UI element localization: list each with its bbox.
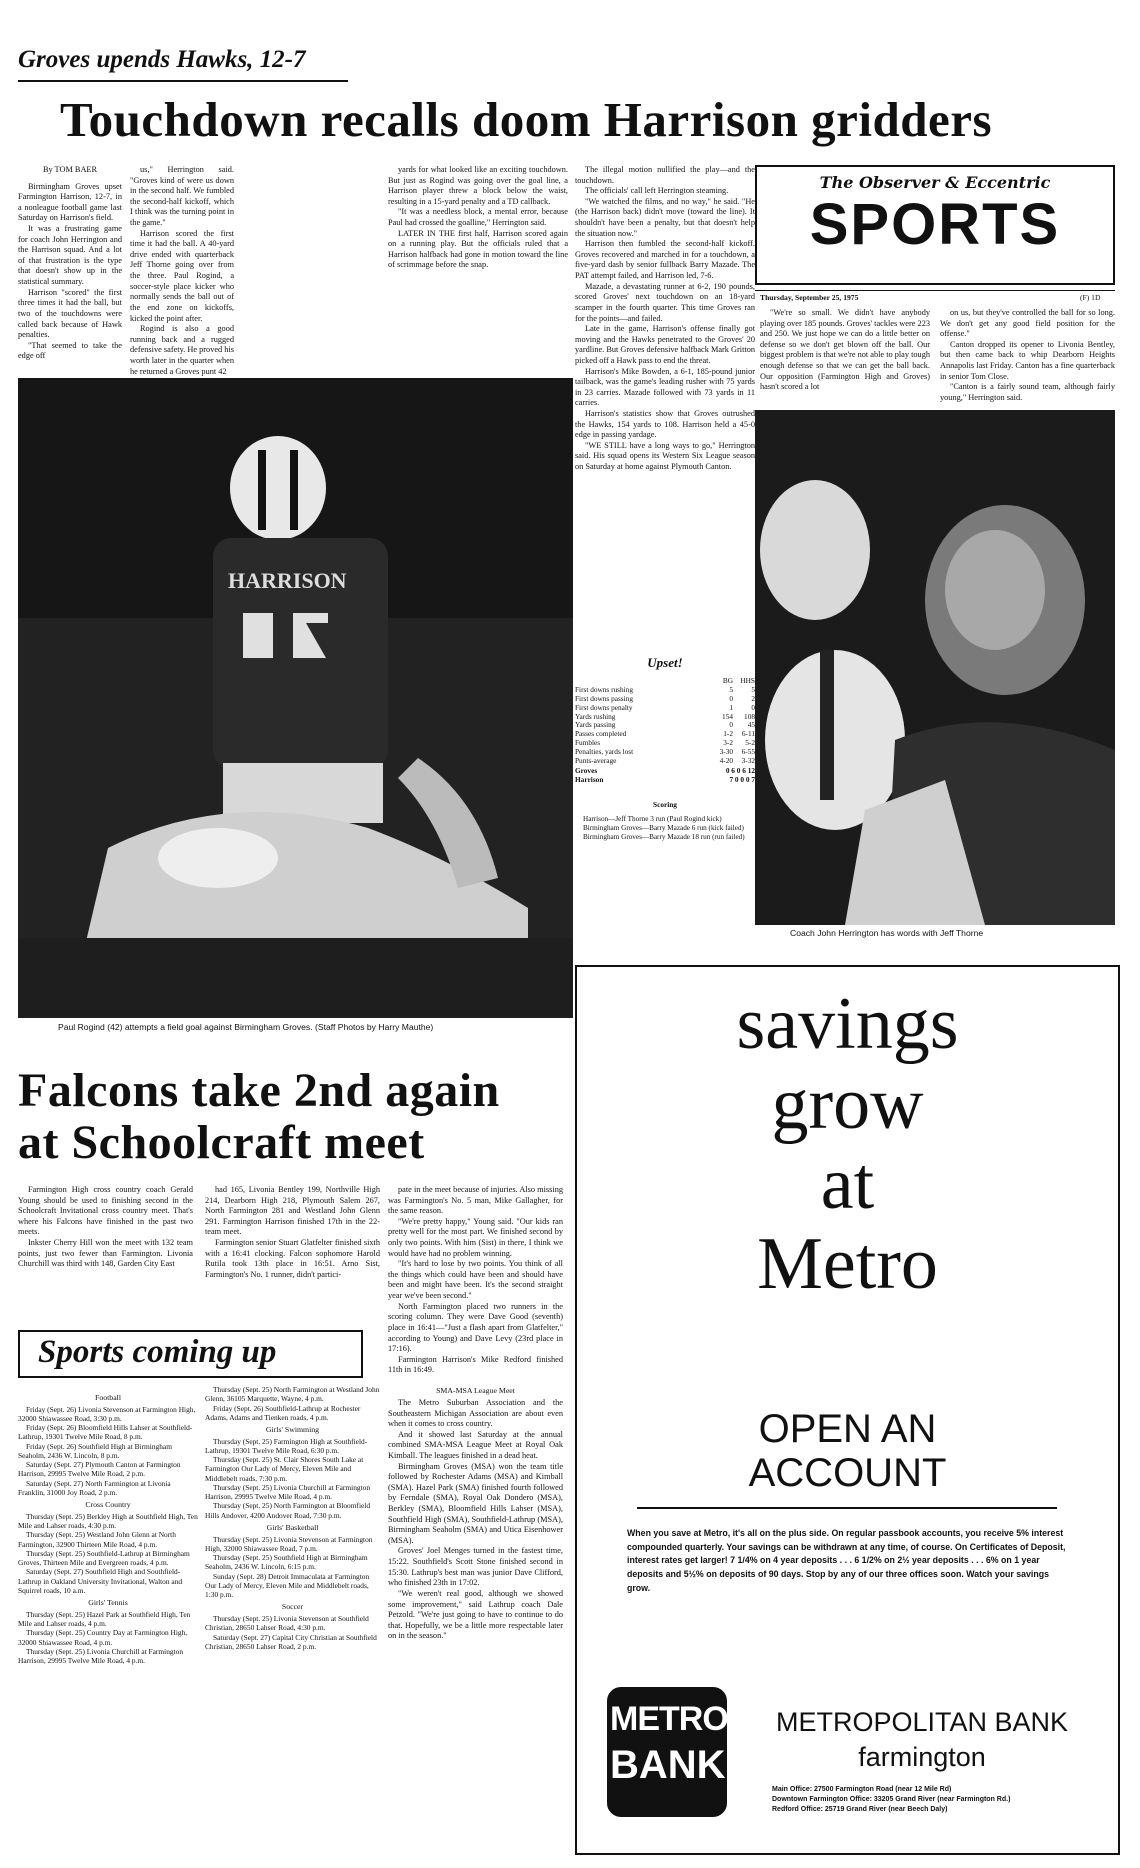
byline: By TOM BAER bbox=[42, 165, 98, 174]
paragraph: North Farmington placed two runners in the scoring column. They were Dave Good (seventh) place in 16:41—"Just a flash apart from Glatfelter," according to Young) and Dave Levy (23rd place in 17:16). bbox=[388, 1301, 563, 1354]
masthead-rule bbox=[755, 290, 1115, 291]
stats-value: 5 bbox=[751, 684, 755, 694]
story-column-4 bbox=[575, 165, 755, 655]
schedule-column-2 bbox=[205, 1385, 380, 1855]
stats-label: First downs passing bbox=[575, 693, 633, 703]
story-column-3 bbox=[388, 165, 568, 380]
paragraph: Birmingham Groves upset Farmington Harrison, 12-7, in a nonleague football game last Saturday on Harrison's field. bbox=[18, 181, 122, 223]
paragraph: had 165, Livonia Bentley 199, Northville High 214, Dearborn High 218, Plymouth Salem 267, North Farmington 281 and Westland John Glenn 291. Farmington Harrison finished 17th in the 22-team meet. bbox=[205, 1185, 380, 1237]
office-address: Redford Office: 25719 Grand River (near Beech Daly) bbox=[772, 1806, 948, 1814]
falcons-column-2 bbox=[205, 1185, 380, 1325]
stats-label: Penalties, yards lost bbox=[575, 747, 634, 757]
stats-table bbox=[575, 677, 755, 766]
paragraph: yards for what looked like an exciting touchdown. But just as Rogind was going over the goal line, a Harrison player threw a block below the waist, resulting in a 15-yard penalty and a TD callback. bbox=[388, 165, 568, 206]
stats-value: 0 bbox=[751, 702, 755, 712]
stats-label: First downs penalty bbox=[575, 702, 633, 712]
ad-slogan-line: savings bbox=[736, 983, 959, 1065]
paragraph: "We weren't real good, although we showed some improvement," said Lathrup coach Dale Petzold. "We're just going to have to continue to do that. Hopefully, we be a little more respectable later on in the season." bbox=[388, 1588, 563, 1641]
paper-name: The Observer & Eccentric bbox=[819, 173, 1051, 192]
paragraph: Harrison's Mike Bowden, a 6-1, 185-pound junior tailback, was the game's leading rusher with 75 yards in 23 carries. Mazade followed with 73 yards in 11 carries. bbox=[575, 366, 755, 408]
schedule-section-title: Cross Country bbox=[85, 1500, 131, 1510]
schedule-item: Thursday (Sept. 25) Southfield-Lathrup at Birmingham Groves, Thirteen Mile and Evergreen roads, 4 p.m. bbox=[18, 1548, 190, 1568]
schedule-item: Saturday (Sept. 27) Capital City Christian at Southfield Christian, 28650 Lahser Road, 2 p.m. bbox=[205, 1632, 377, 1651]
schedule-item: Thursday (Sept. 25) Hazel Park at Southfield High, Ten Mile and Lahser roads, 4 p.m. bbox=[18, 1609, 191, 1629]
ad-rule bbox=[637, 1507, 1057, 1509]
stats-col-a: BG bbox=[722, 676, 733, 685]
sma-title: SMA-MSA League Meet bbox=[436, 1385, 515, 1395]
paragraph: Groves' Joel Menges turned in the fastest time, 15:22. Southfield's Scott Stone finished second in 15:30. Lathrup's best man was junior Dave Clifford, who finished 23th in 17:02. bbox=[388, 1546, 563, 1588]
schedule-item: Saturday (Sept. 27) North Farmington at Livonia Franklin, 31000 Joy Road, 2 p.m. bbox=[18, 1478, 171, 1497]
paragraph: "It was a needless block, a mental error, because Paul had crossed the goalline," Herrington said. bbox=[388, 207, 568, 228]
ad-slogan bbox=[577, 985, 1118, 1305]
stats-value: 6-55 bbox=[741, 747, 755, 757]
cta-line: OPEN AN bbox=[758, 1407, 937, 1451]
paragraph: The illegal motion nullified the play—and the touchdown. bbox=[575, 165, 755, 185]
paragraph: Late in the game, Harrison's offense finally got moving and the Hawks penetrated to the Groves' 20 yardline. But Groves defensive halfback Mark Gritton picked off a Hawk pass to end the threat. bbox=[575, 324, 755, 365]
sports-masthead bbox=[755, 165, 1115, 285]
paragraph: Inkster Cherry Hill won the meet with 132 team points, just two fewer than Farmington. Livonia Churchill was third with 148, Garden City East bbox=[18, 1238, 193, 1269]
stats-value: 4-20 bbox=[719, 756, 733, 766]
paragraph: Harrison "scored" the first three times it had the ball, but two of the touchdowns were called back because of Hawk penalties. bbox=[18, 287, 122, 340]
team-label: Harrison bbox=[575, 774, 604, 784]
paragraph: The Metro Suburban Association and the Southeastern Michigan Association are about even when it comes to cross country. bbox=[388, 1397, 563, 1429]
stats-value: 2 bbox=[751, 693, 755, 703]
schedule-item: Friday (Sept. 26) Bloomfield Hills Lahser at Southfield-Lathrup, 19301 Twelve Mile Road, 8 p.m. bbox=[18, 1423, 193, 1442]
paragraph: Mazade, a devastating runner at 6-2, 190 pounds, scored Groves' next touchdown on an 18-yard scamper in the fourth quarter. This time Groves ran for the points—and failed. bbox=[575, 281, 755, 323]
field-goal-photo bbox=[18, 378, 573, 1018]
paragraph: us," Herrington said. "Groves kind of were us down in the second half. We fumbled the second-half kickoff, which I think was the turning point in the game." bbox=[130, 165, 234, 228]
schedule-section-title: Girls' Tennis bbox=[88, 1598, 128, 1608]
stats-value: 0 bbox=[729, 693, 733, 703]
paragraph: Birmingham Groves (MSA) won the team title followed by Rochester Adams (MSA) and Kimball (SMA). Hazel Park (SMA) finished fourth followed by Ferndale (SMA), Royal Oak Dondero (MSA), Berkley (SMA), Bloomfield Hills Lahser (MSA), Southfield High (SMA), Southfield-Lathrup (MSA), Birmingham Seaholm (SMA) and Utica Eisenhower (MSA). bbox=[388, 1461, 563, 1545]
falcons-column-1 bbox=[18, 1185, 193, 1325]
schedule-column-1 bbox=[18, 1390, 198, 1855]
stats-value: 45 bbox=[747, 720, 755, 730]
stats-title: Upset! bbox=[647, 655, 683, 670]
stats-label: Yards rushing bbox=[575, 711, 616, 721]
office-address: Downtown Farmington Office: 33205 Grand River (near Farmington Rd.) bbox=[772, 1796, 1011, 1804]
score-by-quarter: 7 0 0 0 7 bbox=[729, 774, 755, 784]
story-column-1 bbox=[18, 165, 122, 380]
schedule-item: Thursday (Sept. 25) Livonia Churchill at Farmington Harrison, 29995 Twelve Mile Road, 4 p.m. bbox=[18, 1646, 184, 1666]
open-account-cta bbox=[577, 1407, 1118, 1495]
schedule-item: Thursday (Sept. 25) Livonia Churchill at Farmington Harrison, 29995 Twelve Mile Road, 4 p.m. bbox=[205, 1482, 371, 1502]
schedule-item: Friday (Sept. 26) Southfield-Lathrup at Rochester Adams, Adams and Tienken roads, 4 p.m. bbox=[205, 1403, 361, 1422]
stats-value: 5 bbox=[729, 684, 733, 694]
story-column-6 bbox=[940, 308, 1115, 408]
ad-slogan-line: Metro bbox=[757, 1222, 938, 1305]
section-title: SPORTS bbox=[809, 192, 1061, 257]
paragraph: Rogind is also a good running back and a rugged defensive safety. He proved his worth later in the quarter when he returned a Groves punt 42 bbox=[130, 324, 234, 376]
story-column-2 bbox=[130, 165, 234, 380]
scoring-play: Birmingham Groves—Barry Mazade 18 run (run failed) bbox=[583, 832, 745, 841]
bank-city: farmington bbox=[858, 1742, 986, 1772]
coach-photo bbox=[755, 410, 1115, 925]
page-number: (F) 1D bbox=[1080, 293, 1101, 302]
stats-row bbox=[575, 757, 755, 766]
paragraph: Harrison's statistics show that Groves outrushed the Hawks, 154 yards to 108. Harrison held a 45-0 edge in passing yardage. bbox=[575, 409, 755, 440]
schedule-item: Thursday (Sept. 25) Berkley High at Southfield High, Ten Mile and Lahser roads, 4:30 p.m. bbox=[18, 1511, 198, 1531]
field-goal-caption: Paul Rogind (42) attempts a field goal against Birmingham Groves. (Staff Photos by Harry Mauthe) bbox=[58, 1022, 434, 1032]
paragraph: on us, but they've controlled the ball for so long. We don't get any good field position for the offense." bbox=[940, 308, 1115, 339]
paragraph: "It's hard to lose by two points. You think of all the things which could have been and should have been and might have been. It's the second straight year we've been second." bbox=[388, 1259, 563, 1301]
schedule-item: Saturday (Sept. 27) Plymouth Canton at Farmington Harrison, 29995 Twelve Mile Road, 2 p.m. bbox=[18, 1460, 181, 1479]
stats-label: Punts-average bbox=[575, 756, 617, 766]
stats-value: 3-32 bbox=[741, 756, 755, 766]
stats-value: 1 bbox=[729, 702, 733, 712]
paragraph: Farmington Harrison's Mike Redford finished 11th in 16:49. bbox=[388, 1354, 563, 1375]
paragraph: "WE STILL have a long ways to go," Herrington said. His squad opens its Western Six League season on Saturday at home against Plymouth Canton. bbox=[575, 440, 755, 472]
coach-caption: Coach John Herrington has words with Jeff Thorne bbox=[790, 928, 984, 938]
paragraph: Harrison scored the first time it had the ball. A 40-yard drive ended with quarterback Jeff Thorne going over from the three. Paul Rogind, a soccer-style place kicker who normally sends the ball out of the end zone on kickoffs, kicked the point after. bbox=[130, 228, 234, 323]
team-label: Groves bbox=[575, 765, 598, 775]
scoring-play: Birmingham Groves—Barry Mazade 6 run (kick failed) bbox=[583, 823, 744, 832]
paragraph: Farmington senior Stuart Glatfelter finished sixth with a 16:41 clocking. Falcon sophomore Harold Rutila took 13th place in 16:51. Arno Sist, Farmington's No. 1 runner, didn't partici- bbox=[205, 1238, 380, 1279]
sports-coming-up-title: Sports coming up bbox=[18, 1330, 363, 1378]
main-headline: Touchdown recalls doom Harrison gridders bbox=[60, 92, 993, 147]
paragraph: The officials' call left Herrington steaming. bbox=[585, 186, 729, 196]
paragraph: "We're so small. We didn't have anybody playing over 185 pounds. Groves' tackles were 223 and 250. We just hope we can do a little better on defense so we don't get blown off the ball. Our biggest problem is that we're not able to play tough enough defense so that we can get the ball back. Our opposition (Farmington High and Groves) hasn't scored a lot bbox=[760, 308, 930, 392]
stats-box bbox=[575, 655, 755, 955]
paragraph: Farmington High cross country coach Gerald Young should be used to finishing second in the Schoolcraft Invitational cross country meet. That's where his Falcons have finished in the past two meets. bbox=[18, 1185, 193, 1237]
paragraph: LATER IN THE first half, Harrison scored again on a running play. But the officials ruled that a Harrison halfback had gone in motion toward the line of scrimmage before the snap. bbox=[388, 228, 568, 270]
schedule-item: Thursday (Sept. 25) North Farmington at Westland John Glenn, 36105 Marquette, Wayne, 4 p.m. bbox=[205, 1385, 380, 1404]
jersey-lettering: HARRISON bbox=[228, 568, 347, 593]
ad-slogan-line: grow bbox=[771, 1062, 924, 1145]
stats-value: 5-2 bbox=[745, 738, 755, 748]
schedule-item: Thursday (Sept. 25) North Farmington at Bloomfield Hills Andover, 4200 Andover Road, 7:30 p.m. bbox=[205, 1501, 371, 1520]
stats-value: 3-30 bbox=[719, 747, 733, 757]
stats-value: 0 bbox=[729, 720, 733, 730]
field-goal-image bbox=[18, 378, 573, 1018]
schedule-item: Thursday (Sept. 25) Country Day at Farmington High, 32000 Shiawassee Road, 4 p.m. bbox=[18, 1628, 188, 1647]
stats-label: First downs rushing bbox=[575, 684, 633, 694]
stats-label: Fumbles bbox=[575, 738, 601, 748]
schedule-item: Saturday (Sept. 27) Southfield High and Southfield-Lathrup in Oakland University Invitational, Walton and Squirrel roads, 10 a.m. bbox=[18, 1567, 183, 1595]
schedule-item: Friday (Sept. 26) Southfield High at Birmingham Seaholm, 2436 W. Lincoln, 8 p.m. bbox=[18, 1441, 172, 1460]
paragraph: "That seemed to take the edge off bbox=[18, 340, 122, 361]
stats-label: Passes completed bbox=[575, 729, 627, 739]
schedule-item: Thursday (Sept. 25) Southfield High at Birmingham Seaholm, 2436 W. Lincoln, 6:15 p.m. bbox=[205, 1553, 368, 1572]
falcons-column-3 bbox=[388, 1185, 563, 1855]
stats-label: Yards passing bbox=[575, 720, 616, 730]
schedule-section-title: Soccer bbox=[281, 1602, 304, 1612]
schedule-item: Thursday (Sept. 25) Livonia Stevenson at Southfield Christian, 28650 Lahser Road, 4:30 p.m. bbox=[205, 1614, 369, 1633]
paragraph: Canton dropped its opener to Livonia Bentley, but then came back to whip Dearborn Heights Annapolis last Friday. Canton has a fine quarterback in senior Tom Close. bbox=[940, 339, 1115, 381]
paragraph: "Canton is a fairly sound team, although fairly young," Herrington said. bbox=[940, 382, 1115, 402]
bank-offices bbox=[772, 1785, 1112, 1815]
schedule-item: Friday (Sept. 26) Livonia Stevenson at Farmington High, 32000 Shiawassee Road, 3:30 p.m. bbox=[18, 1404, 196, 1423]
issue-date: Thursday, September 25, 1975 bbox=[760, 293, 859, 302]
schedule-section-title: Girls' Swimming bbox=[265, 1425, 320, 1434]
coach-image bbox=[755, 410, 1115, 925]
stats-col-b: HHS bbox=[740, 676, 755, 685]
paragraph: pate in the meet because of injuries. Also missing was Farmington's No. 5 man, Mike Gallagher, for the same reason. bbox=[388, 1185, 563, 1216]
paragraph: Harrison then fumbled the second-half kickoff. Groves recovered and marched in for a touchdown, a five-yard dash by senior fullback Barry Mazade. The PAT attempt failed, and Harrison led, 7-6. bbox=[575, 239, 755, 281]
schedule-item: Thursday (Sept. 25) Livonia Stevenson at Farmington High, 32000 Shiawassee Road, 7 p.m. bbox=[205, 1534, 373, 1553]
schedule-section-title: Girls' Basketball bbox=[266, 1522, 319, 1532]
harrison-line bbox=[575, 775, 755, 784]
scoring-list bbox=[575, 815, 755, 842]
metro-bank-logo bbox=[607, 1687, 727, 1817]
bank-name: METROPOLITAN BANK bbox=[775, 1707, 1069, 1737]
ad-slogan-line: at bbox=[820, 1142, 875, 1225]
stats-value: 6-11 bbox=[741, 729, 755, 739]
paragraph: "We watched the films, and no way," he said. "He (the Harrison back) didn't move (toward the line). It shouldn't have been a penalty, but that doesn't help the situation now." bbox=[575, 196, 755, 238]
office-address: Main Office: 27500 Farmington Road (near 12 Mile Rd) bbox=[772, 1786, 952, 1793]
scoring-title: Scoring bbox=[653, 799, 677, 809]
paragraph: It was a frustrating game for coach John Herrington and the Harrison squad. And a lot of that frustration is the type that doesn't show up in the statistical summary. bbox=[18, 224, 122, 287]
metro-bank-ad bbox=[575, 965, 1120, 1855]
logo-text: METRO bbox=[610, 1700, 728, 1738]
kicker: Groves upends Hawks, 12-7 bbox=[18, 46, 306, 73]
logo-text: BANK bbox=[610, 1743, 726, 1787]
paragraph: And it showed last Saturday at the annual combined SMA-MSA League Meet at Royal Oak Kimball. The leagues finished in a dead heat. bbox=[388, 1429, 563, 1460]
falcons-headline bbox=[18, 1065, 578, 1169]
kicker-rule bbox=[18, 80, 348, 82]
schedule-item: Sunday (Sept. 28) Detroit Immaculata at Farmington Our Lady of Mercy, Eleven Mile and Middlebelt roads, 1:30 p.m. bbox=[205, 1571, 370, 1600]
falcons-headline-line: at Schoolcraft meet bbox=[18, 1115, 425, 1169]
stats-value: 1-2 bbox=[723, 729, 733, 739]
stats-value: 3-2 bbox=[723, 738, 733, 748]
schedule-item: Thursday (Sept. 25) Westland John Glenn at North Farmington, 32900 Thirteen Mile Road, 4 p.m. bbox=[18, 1530, 176, 1549]
story-column-5 bbox=[760, 308, 930, 408]
cta-line: ACCOUNT bbox=[748, 1451, 947, 1495]
groves-line bbox=[575, 766, 755, 775]
stats-value: 108 bbox=[744, 711, 755, 721]
score-by-quarter: 0 6 0 6 12 bbox=[725, 765, 755, 775]
schedule-section-title: Football bbox=[95, 1393, 121, 1402]
schedule-item: Thursday (Sept. 25) St. Clair Shores South Lake at Farmington Our Lady of Mercy, Eleven Mile and Middlebelt roads, 7:30 p.m. bbox=[205, 1455, 364, 1483]
falcons-headline-line: Falcons take 2nd again bbox=[18, 1064, 500, 1117]
ad-body: When you save at Metro, it's all on the plus side. On regular passbook accounts, you receive 5% interest compounded quarterly. Your savings can be withdrawn at any time, of course. On Certificates of Deposit, interest rates get larger! 7 1/4% on 4 year deposits . . . 6 1/2% on 2½ year deposits . . . 6% on 1 year deposits and 5½% on deposits of 90 days. Stop by any of our three offices soon. Watch your savings grow. bbox=[627, 1528, 1066, 1593]
schedule-item: Thursday (Sept. 25) Farmington High at Southfield-Lathrup, 19301 Twelve Mile Road, 6:30 p.m. bbox=[205, 1436, 368, 1455]
stats-value: 154 bbox=[722, 711, 733, 721]
paragraph: "We're pretty happy," Young said. "Our kids ran pretty well for the most part. We finished second by only two points. With him (Sist) in there, I think we would have had no problem winning. bbox=[388, 1216, 563, 1258]
scoring-play: Harrison—Jeff Thorne 3 run (Paul Rogind kick) bbox=[583, 814, 722, 823]
